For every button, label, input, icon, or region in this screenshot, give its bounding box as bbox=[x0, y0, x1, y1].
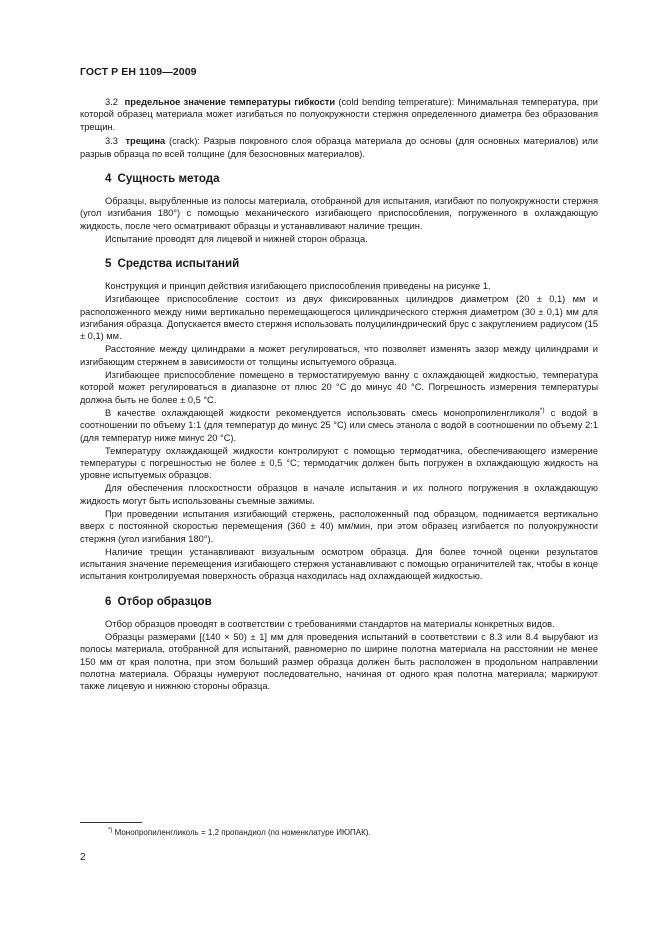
paragraph: Конструкция и принцип действия изгибающего приспособления приведены на рисунке 1. bbox=[105, 281, 491, 292]
paragraph: При проведении испытания изгибающий стержень, расположенный под образцом, поднимается вертикально вверх с постоянной скоростью перемещения (360 ± 40) мм/мин, при этом образец изгибается по полуокружности стержня (угол изгибания 180°). bbox=[80, 508, 598, 544]
definition-term: трещина bbox=[125, 136, 166, 147]
paragraph: Испытание проводят для лицевой и нижней сторон образца. bbox=[105, 233, 368, 244]
paragraph: Температуру охлаждающей жидкости контролируют с помощью термодатчика, обеспечивающего измерение температуры с погрешностью не более ± 0,5 °С; термодатчик должен быть погружен в охлаждающую жидкость на уровне испытуемых образцов. bbox=[80, 445, 598, 481]
footnote: *) Монопропиленгликоль = 1,2 пропандиол (по номенклатуре ИЮПАК). bbox=[108, 827, 371, 837]
page-number: 2 bbox=[80, 852, 86, 863]
section-4 bbox=[80, 172, 598, 245]
paragraph: Изгибающее приспособление помещено в термостатируемую ванну с охлаждающей жидкостью, температура которой может регулироваться в диапазоне от плюс 20 °С до минус 40 °С. Погрешность измерения температуры должна быть не более ± 0,5 °С. bbox=[80, 369, 598, 405]
paragraph: Изгибающее приспособление состоит из двух фиксированных цилиндров диаметром (20 ± 0,1) мм и расположенного между ними вертикально перемещающегося цилиндрического стержня диаметром (30 ± 0,1) мм для изгибания образца. Допускается вместо стержня использовать полуцилиндрический брус с закруглением радиусом (15 ± 0,1) мм. bbox=[80, 294, 598, 342]
paragraph: Образцы размерами [(140 × 50) ± 1] мм для проведения испытаний в соответствии с 8.3 или 8.4 вырубают из полосы материала, отобранной для испытаний, равномерно по ширине полотна материала на расстоянии не менее 150 мм от края полотна, при этом больший размер образца должен быть расположен в продольном направлении полотна материала. Образцы нумеруют последовательно, начиная от одного края полотна материала; маркируют также лицевую и нижнюю стороны образца. bbox=[80, 631, 598, 692]
definitions bbox=[80, 96, 598, 160]
paragraph: Наличие трещин устанавливают визуальным осмотром образца. Для более точной оценки результатов испытания значение перемещения изгибающего стержня устанавливают с помощью ограничителей так, чтобы в конце испытания контролируемая поверхность образца находилась над охлаждающей жидкостью. bbox=[80, 546, 598, 582]
definition-term: предельное значение температуры гибкости bbox=[124, 97, 336, 107]
paragraph: Расстояние между цилиндрами a может регулироваться, что позволяет изменять зазор между цилиндрами и изгибающим стержнем в зависимости от толщины испытуемого образца. bbox=[80, 344, 598, 367]
section-heading: 5 Средства испытаний bbox=[105, 257, 240, 271]
document-body bbox=[80, 96, 598, 693]
section-heading: 6 Отбор образцов bbox=[105, 594, 212, 608]
definition-3-2: 3.2 предельное значение температуры гибкости (cold bending temperature): Минимальная температура, при которой образец материала может изгибаться по полуокружности стержня определенного диаметра без образования трещин. bbox=[80, 97, 599, 132]
footnote-divider bbox=[80, 822, 142, 823]
paragraph: Отбор образцов проводят в соответствии с требованиями стандартов на материалы конкретных видов. bbox=[105, 618, 555, 629]
section-6 bbox=[80, 595, 598, 693]
definition-3-3: 3.3 трещина (crack): Разрыв покровного слоя образца материала до основы (для основных материалов) или разрыв образца по всей толщине (для безосновных материалов). bbox=[80, 136, 598, 159]
paragraph: Для обеспечения плоскостности образцов в начале испытания и их полного погружения в охлаждающую жидкость могут быть использованы съемные зажимы. bbox=[80, 483, 598, 506]
document-header: ГОСТ Р ЕН 1109—2009 bbox=[80, 66, 197, 78]
section-heading: 4 Сущность метода bbox=[105, 172, 220, 186]
paragraph: В качестве охлаждающей жидкости рекомендуется использовать смесь монопропиленгликоля*) с водой в соотношении по объему 1:1 (для температур до минус 25 °С) или смесь этанола с водой в соотношении по объему 2:1 (для температур ниже минус 20 °С). bbox=[80, 406, 599, 443]
section-5 bbox=[80, 257, 598, 583]
footnote-ref: *) bbox=[539, 406, 545, 414]
paragraph: Образцы, вырубленные из полосы материала, отобранной для испытания, изгибают по полуокружности стержня (угол изгибания 180°) с помощью механического изгибающего приспособления, погруженного в охлаждающую жидкость, после чего осматривают образцы и устанавливают наличие трещин. bbox=[80, 196, 598, 231]
